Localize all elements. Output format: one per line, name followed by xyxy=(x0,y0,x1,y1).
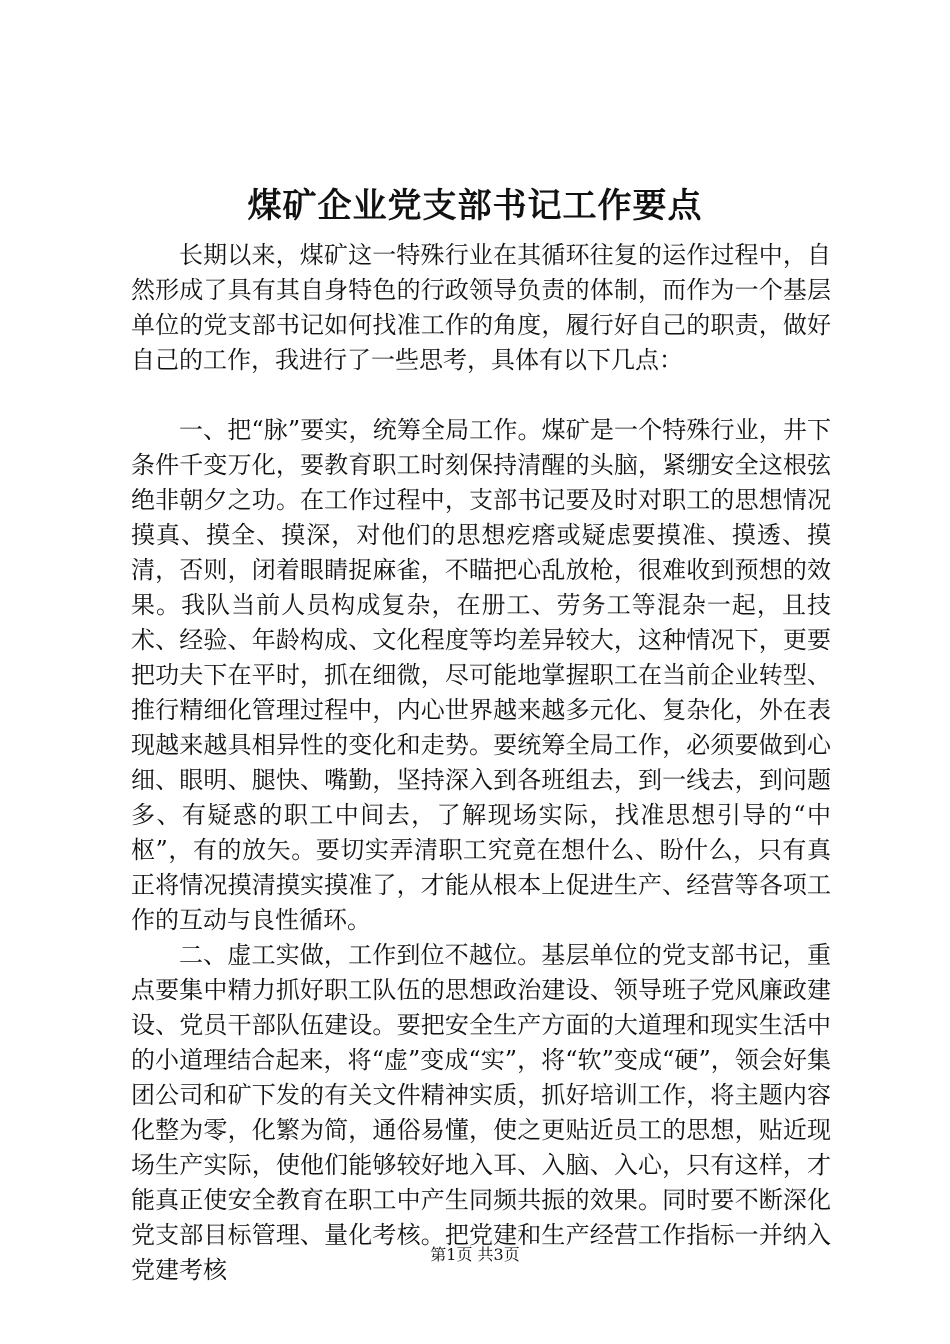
document-body xyxy=(131,238,831,1288)
section-one-paragraph: 一、把“脉”要实，统筹全局工作。煤矿是一个特殊行业，井下条件千变万化，要教育职工时刻保持清醒的头脑，紧绷安全这根弦绝非朝夕之功。在工作过程中，支部书记要及时对职工的思想情况摸真、摸全、摸深，对他们的思想疙瘩或疑虑要摸准、摸透、摸清，否则，闭着眼睛捉麻雀，不瞄把心乱放枪，很难收到预想的效果。我队当前人员构成复杂，在册工、劳务工等混杂一起，且技术、经验、年龄构成、文化程度等均差异较大，这种情况下，更要把功夫下在平时，抓在细微，尽可能地掌握职工在当前企业转型、推行精细化管理过程中，内心世界越来越多元化、复杂化，外在表现越来越具相异性的变化和走势。要统筹全局工作，必须要做到心细、眼明、腿快、嘴勤，坚持深入到各班组去，到一线去，到问题多、有疑惑的职工中间去，了解现场实际，找准思想引导的“中枢”，有的放矢。要切实弄清职工究竟在想什么、盼什么，只有真正将情况摸清摸实摸准了，才能从根本上促进生产、经营等各项工作的互动与良性循环。 xyxy=(131,416,831,934)
intro-paragraph: 长期以来，煤矿这一特殊行业在其循环往复的运作过程中，自然形成了具有其自身特色的行政领导负责的体制，而作为一个基层单位的党支部书记如何找准工作的角度，履行好自己的职责，做好自己的工作，我进行了一些思考，具体有以下几点： xyxy=(131,241,831,374)
page-footer: 第1页 共3页 xyxy=(430,1245,520,1264)
section-two-paragraph: 二、虚工实做，工作到位不越位。基层单位的党支部书记，重点要集中精力抓好职工队伍的思想政治建设、领导班子党风廉政建设、党员干部队伍建设。要把安全生产方面的大道理和现实生活中的小道理结合起来，将“虚”变成“实”，将“软”变成“硬”，领会好集团公司和矿下发的有关文件精神实质，抓好培训工作，将主题内容化整为零，化繁为简，通俗易懂，使之更贴近员工的思想，贴近现场生产实际，使他们能够较好地入耳、入脑、入心，只有这样，才能真正使安全教育在职工中产生同频共振的效果。同时要不断深化党支部目标管理、量化考核。把党建和生产经营工作指标一并纳入党建考核 xyxy=(131,941,831,1284)
document-title: 煤矿企业党支部书记工作要点 xyxy=(247,186,703,226)
